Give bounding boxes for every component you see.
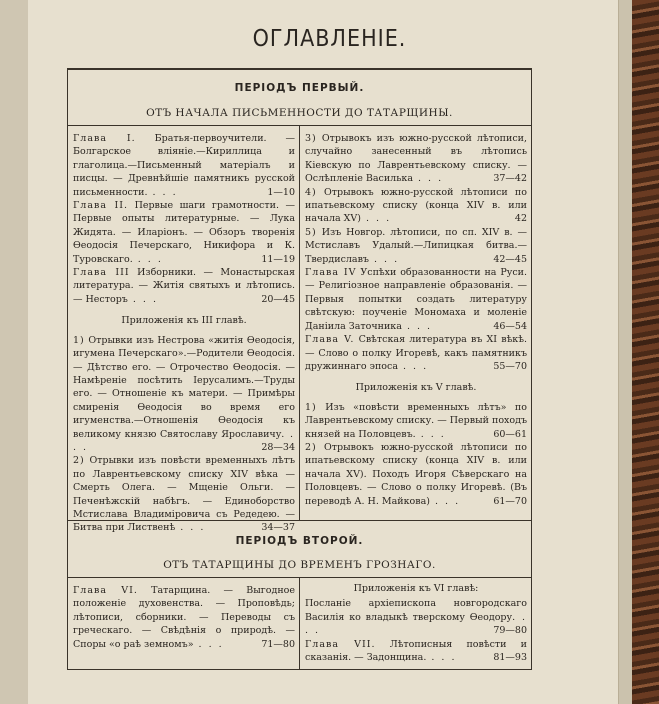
toc-entry-pages: 34—37 — [261, 522, 295, 534]
toc-entry-label: 5) — [305, 226, 317, 238]
toc-entry-pages: 37—42 — [493, 173, 527, 185]
toc-entry-label: Глава VII. — [305, 638, 376, 650]
toc-entry-text: Отрывокъ изъ южно-русской лѣтописи, случайно занесенный въ лѣтопись Кіевскую по Лаврентьевскому списку. — Ослѣпленіе Василька — [305, 133, 527, 185]
toc-entry-pages: 42—45 — [493, 253, 527, 265]
toc-entry: 5) Изъ Новгор. лѣтописи, по сп. XIV в. — Мстиславъ Удалый.—Липицкая битва.—Твердиславъ . . . 42—45 — [305, 226, 527, 265]
toc-entry-label: Глава V. — [305, 334, 355, 346]
toc-entry-pages: 55—70 — [493, 360, 527, 372]
toc-entry: Глава VII. Лѣтописныя повѣсти и сказанія. — Задонщина. . . . 81—93 — [305, 638, 527, 664]
period1-subheading: ОТЪ НАЧАЛА ПИСЬМЕННОСТИ ДО ТАТАРЩИНЫ. — [146, 107, 453, 119]
period2-appendix-heading: Приложенія къ VI главѣ: — [353, 583, 479, 594]
toc-entry-text: Изборники. — Монастырская литература. — Житія святыхъ и лѣтопись. — Несторъ — [73, 267, 295, 305]
contents-frame — [67, 68, 532, 670]
toc-entry: Глава III Изборники. — Монастырская литература. — Житія святыхъ и лѣтопись. — Несторъ . . . 20—45 — [73, 267, 295, 305]
toc-entry: 3) Отрывокъ изъ южно-русской лѣтописи, случайно занесенный въ лѣтопись Кіевскую по Лаврентьевскому списку. — Ослѣпленіе Василька . . . 37—42 — [305, 133, 527, 185]
toc-entry: Глава IV Успѣхи образованности на Руси.— Религіозное направленіе образованія. — Первыя попытки создать литературу свѣтскую: поученіе Мономаха и моленіе Даніила Заточника . . . 46—54 — [305, 267, 527, 332]
toc-entry-text: Отрывокъ южно-русской лѣтописи по ипатьевскому списку (конца XIV в. или начала XV). Походъ Игоря Сѣверскаго на Половцевъ. — Слово о полку Игоревѣ. (Въ переводѣ А. Н. Майкова) — [305, 441, 527, 507]
toc-entry-pages: 71—80 — [261, 638, 295, 650]
toc-entry-text: Первые шаги грамотности. — Первые опыты литературные. — Лука Жидята. — Иларіонъ. — Обзоръ творенія Ѳеодосія Печерскаго, Никифора и К. Туровскаго. — [73, 200, 295, 265]
period2-right-column — [305, 582, 527, 664]
toc-entry-label: 3) — [305, 133, 317, 144]
toc-entry-text: Изъ Новгор. лѣтописи, по сп. XIV в. — Мстиславъ Удалый.—Липицкая битва.—Твердиславъ — [305, 226, 527, 265]
toc-entry: Посланіе архіепископа новгородскаго Василія ко владыкѣ тверскому Ѳеодору. . . . 79—80 — [305, 598, 527, 637]
period2-subheading: ОТЪ ТАТАРЩИНЫ ДО ВРЕМЕНЪ ГРОЗНАГО. — [163, 559, 436, 571]
toc-entry-pages: 20—45 — [261, 293, 295, 305]
toc-entry-pages: 81—93 — [493, 652, 527, 664]
marbled-cover — [632, 0, 659, 704]
toc-entry-text: Отрывки изъ Нестрова «житія Ѳеодосія, игумена Печерскаго».—Родители Ѳеодосія.— Дѣтство его. — Отрочество Ѳеодосія. — Намѣреніе посѣтить Іерусалимъ.—Труды его. — Отношеніе къ матери. — Примѣры смиренія Ѳеодосія во время его игуменства.—Отношенія Ѳеодосія къ великому князю Святославу Ярославичу. — [73, 334, 295, 440]
toc-entry: 2) Отрывки изъ повѣсти временныхъ лѣтъ по Лаврентьевскому списку XIV вѣка — Смерть Олега. — Мщеніе Ольги. — Печенѣжскій набѣгъ. — Единоборство Мстислава Владиміровича съ Редедею. — Битва при Лиственѣ . . . 34—37 — [73, 455, 295, 534]
toc-entry-text: Лѣтописныя повѣсти и сказанія. — Задонщина. — [305, 638, 527, 664]
toc-entry-label: 1) — [305, 401, 317, 413]
period1-right-appendix-heading: Приложенія къ V главѣ. — [355, 382, 477, 394]
toc-entry-text: Свѣтская литература въ XI вѣкѣ.— Слово о полку Игоревѣ, какъ памятникъ дружиннаго эпоса — [305, 334, 527, 372]
book-spine — [618, 0, 633, 704]
toc-entry-pages: 42 — [514, 213, 527, 225]
toc-entry: 1) Изъ «повѣсти временныхъ лѣтъ» по Лаврентьевскому списку. — Первый походъ князей на Половцевъ. . . . 60—61 — [305, 401, 528, 440]
toc-entry-pages: 60—61 — [493, 428, 527, 440]
period2-heading: ПЕРІОДЪ ВТОРОЙ. — [235, 535, 364, 547]
toc-entry-text: Отрывокъ южно-русской лѣтописи по ипатьевскому списку (конца XIV в. или начала XV) — [305, 186, 527, 225]
toc-entry-text: Успѣхи образованности на Руси.— Религіозное направленіе образованія. — Первыя попытки создать литературу свѣтскую: поученіе Мономаха и моленіе Даніила Заточника — [305, 267, 527, 332]
period1-right-column — [305, 132, 527, 508]
toc-entry-label: Глава IV — [305, 267, 357, 279]
toc-entry-text: Посланіе архіепископа новгородскаго Василія ко владыкѣ тверскому Ѳеодору. — [305, 598, 527, 623]
toc-entry-label: Глава II. — [73, 200, 129, 212]
toc-entry-label: Глава I. — [73, 133, 136, 144]
toc-entry-pages: 28—34 — [261, 441, 295, 453]
toc-entry-pages: 79—80 — [493, 625, 527, 637]
toc-entry: Глава V. Свѣтская литература въ XI вѣкѣ.— Слово о полку Игоревѣ, какъ памятникъ дружиннаго эпоса . . . 55—70 — [305, 334, 527, 372]
period1-left-column — [73, 132, 295, 535]
book-gutter — [0, 0, 28, 704]
toc-entry-pages: 1—10 — [267, 186, 295, 198]
toc-entry: Глава I. Братья-первоучители. — Болгарское вліяніе.—Кириллица и глаголица.—Письменный матеріалъ и писцы. — Древнѣйшіе памятникъ русской письменности. . . . 1—10 — [73, 133, 295, 198]
period1-left-appendix-heading: Приложенія къ III главѣ. — [121, 315, 247, 327]
toc-entry: 2) Отрывокъ южно-русской лѣтописи по ипатьевскому списку (конца XIV в. или начала XV). Походъ Игоря Сѣверскаго на Половцевъ. — Слово о полку Игоревѣ. (Въ переводѣ А. Н. Майкова) . . . 61—70 — [305, 441, 527, 507]
toc-entry-label: Глава III — [73, 267, 130, 279]
toc-entry-text: Изъ «повѣсти временныхъ лѣтъ» по Лаврентьевскому списку. — Первый походъ князей на Половцевъ. — [305, 401, 528, 440]
toc-entry-pages: 46—54 — [493, 320, 527, 332]
toc-entry-text: Отрывки изъ повѣсти временныхъ лѣтъ по Лаврентьевскому списку XIV вѣка — Смерть Олега. — Мщеніе Ольги. — Печенѣжскій набѣгъ. — Единоборство Мстислава Владиміровича съ Редедею. — Битва при Лиственѣ — [73, 455, 295, 534]
toc-entry-label: 2) — [73, 455, 85, 467]
toc-entry: 1) Отрывки изъ Нестрова «житія Ѳеодосія, игумена Печерскаго».—Родители Ѳеодосія.— Дѣтство его. — Отрочество Ѳеодосія. — Намѣреніе посѣтить Іерусалимъ.—Труды его. — Отношеніе къ матери. — Примѣры смиренія Ѳеодосія во время его игуменства.—Отношенія Ѳеодосія къ великому князю Святославу Ярославичу. . . . 28—34 — [73, 334, 296, 453]
toc-entry: Глава VI. Татарщина. — Выгодное положеніе духовенства. — Проповѣдь; лѣтописи, сборники. — Переводы съ греческаго. — Свѣдѣнія о природѣ. — Споры «о раѣ земномъ» . . . 71—80 — [73, 585, 296, 650]
toc-entry-pages: 61—70 — [493, 495, 527, 507]
toc-entry-text: Татарщина. — Выгодное положеніе духовенства. — Проповѣдь; лѣтописи, сборники. — Переводы съ греческаго. — Свѣдѣнія о природѣ. — Споры «о раѣ земномъ» — [73, 585, 296, 650]
toc-entry-text: Братья-первоучители. — Болгарское вліяніе.—Кириллица и глаголица.—Письменный матеріалъ и писцы. — Древнѣйшіе памятникъ русской письменности. — [73, 133, 295, 198]
toc-entry-label: 2) — [305, 441, 317, 453]
toc-entry-label: 1) — [73, 334, 85, 346]
period2-left-column — [73, 584, 295, 651]
toc-entry-pages: 11—19 — [261, 253, 295, 265]
page-title: ОГЛАВЛЕНІЕ. — [252, 26, 407, 52]
toc-entry-label: Глава VI. — [73, 585, 138, 596]
toc-entry-label: 4) — [305, 186, 317, 198]
toc-entry: Глава II. Первые шаги грамотности. — Первые опыты литературные. — Лука Жидята. — Иларіонъ. — Обзоръ творенія Ѳеодосія Печерскаго, Никифора и К. Туровскаго. . . . 11—19 — [73, 200, 295, 265]
toc-entry: 4) Отрывокъ южно-русской лѣтописи по ипатьевскому списку (конца XIV в. или начала XV) . . . 42 — [305, 186, 527, 225]
period1-heading: ПЕРІОДЪ ПЕРВЫЙ. — [234, 82, 365, 94]
